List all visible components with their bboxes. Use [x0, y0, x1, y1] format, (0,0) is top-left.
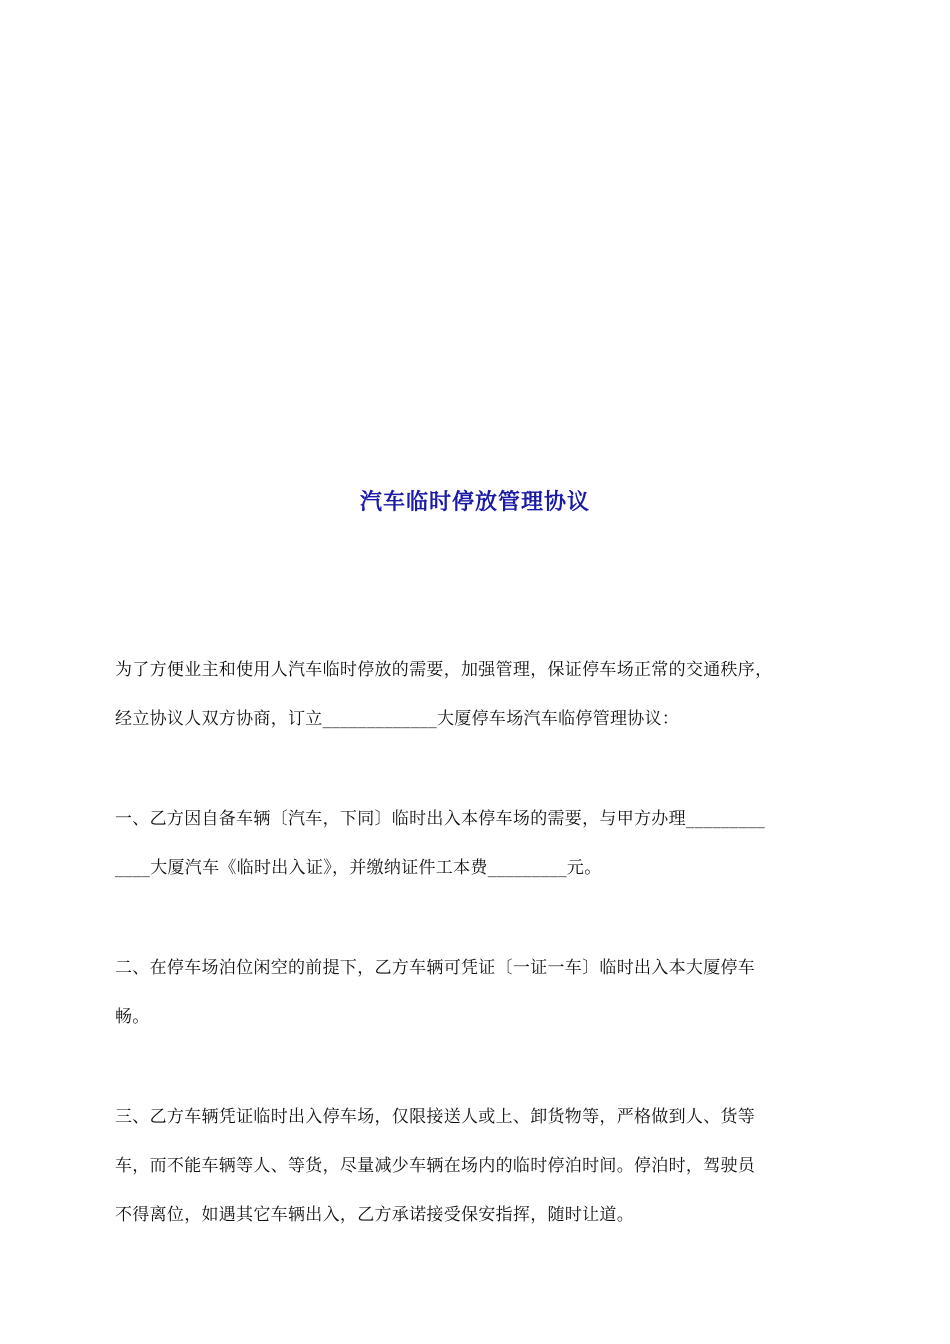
paragraph-line: 三、乙方车辆凭证临时出入停车场，仅限接送人或上、卸货物等，严格做到人、货等	[115, 1107, 756, 1127]
paragraph-line: ____大厦汽车《临时出入证》，并缴纳证件工本费_________元。	[115, 858, 602, 878]
paragraph-line: 为了方便业主和使用人汽车临时停放的需要，加强管理，保证停车场正常的交通秩序，	[115, 660, 773, 680]
paragraph-clause-3	[115, 1093, 845, 1240]
paragraph-clause-2	[115, 944, 845, 1042]
paragraph-preamble	[115, 646, 845, 744]
paragraph-line: 不得离位，如遇其它车辆出入，乙方承诺接受保安指挥，随时让道。	[115, 1205, 634, 1225]
paragraph-line: 车，而不能车辆等人、等货，尽量减少车辆在场内的临时停泊时间。停泊时，驾驶员	[115, 1156, 756, 1176]
document-title: 汽车临时停放管理协议	[359, 490, 590, 515]
paragraph-line: 二、在停车场泊位闲空的前提下，乙方车辆可凭证〔一证一车〕临时出入本大厦停车	[115, 958, 756, 978]
paragraph-clause-1	[115, 795, 845, 893]
paragraph-line: 经立协议人双方协商，订立_____________大厦停车场汽车临停管理协议：	[115, 709, 680, 729]
paragraph-line: 畅。	[115, 1007, 150, 1027]
paragraph-line: 一、乙方因自备车辆〔汽车，下同〕临时出入本停车场的需要，与甲方办理_________	[115, 809, 766, 829]
